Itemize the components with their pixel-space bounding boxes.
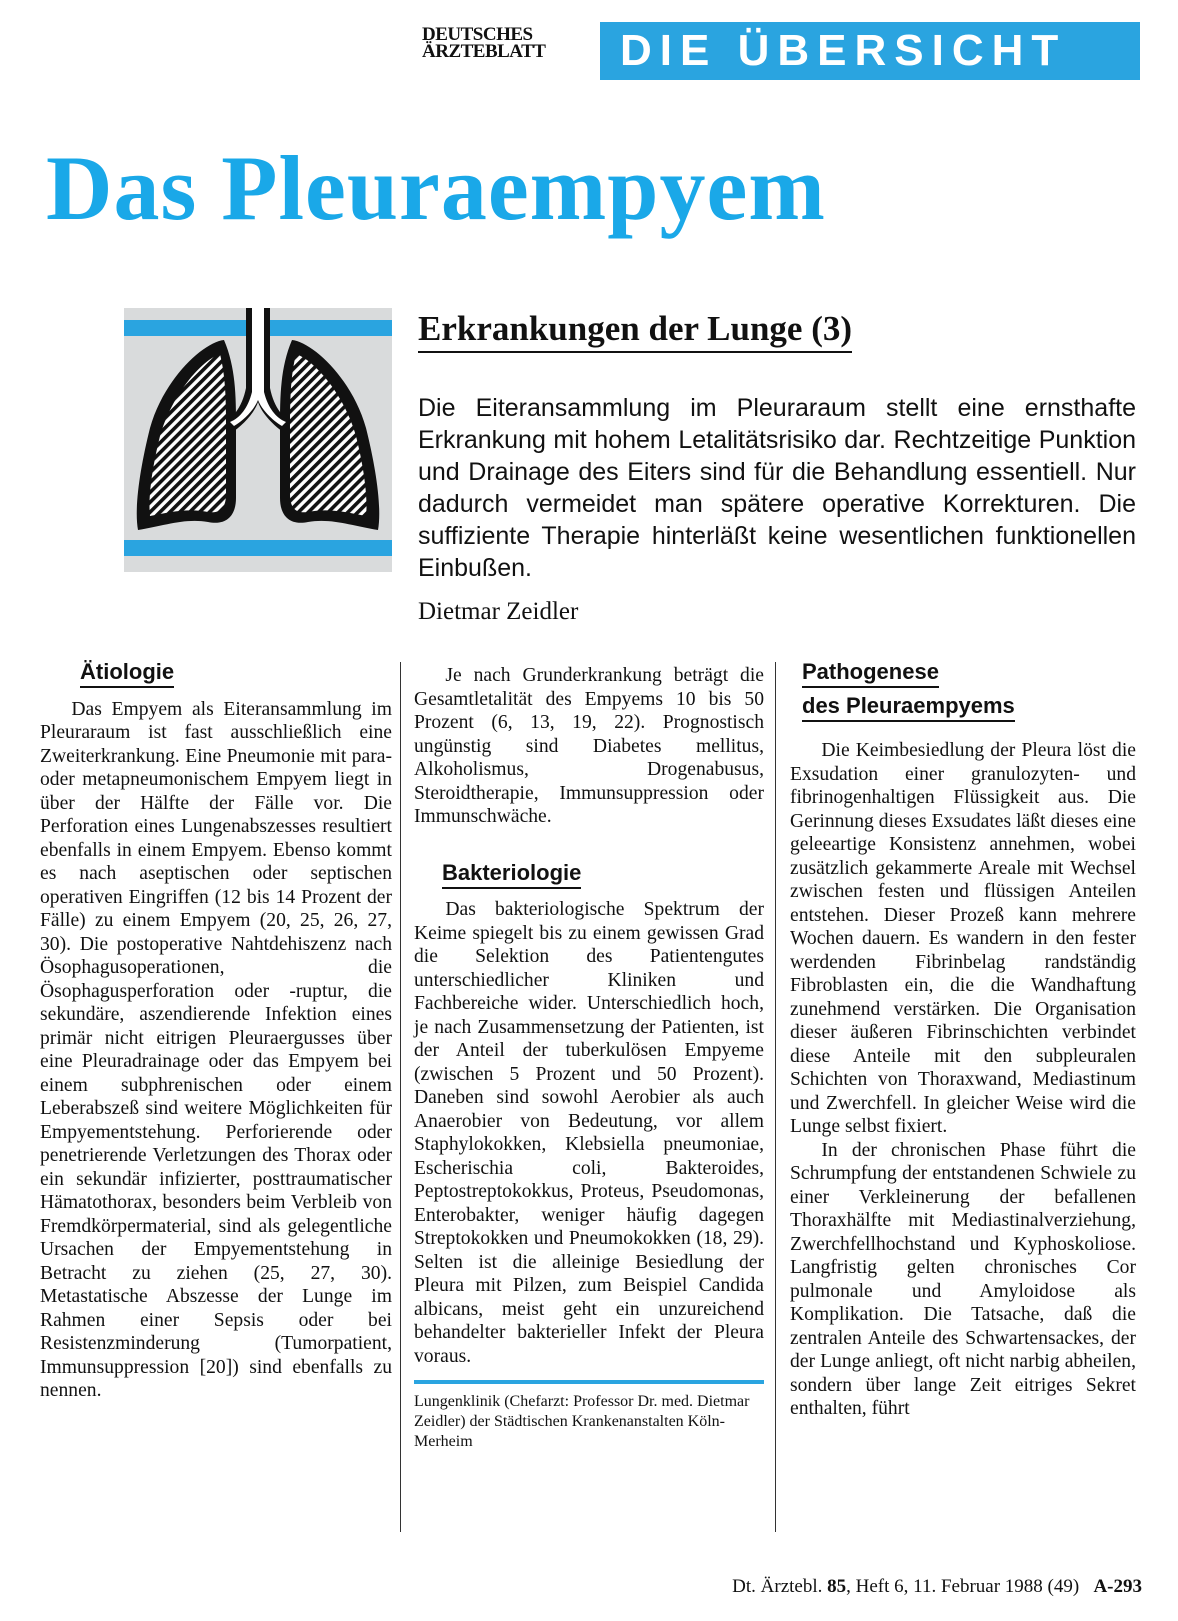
journal-masthead: [422, 26, 576, 60]
lead-paragraph: Die Eiteransammlung im Pleuraraum stellt eine ernsthafte Erkrankung mit hohem Letalitätsrisiko dar. Rechtzeitige Punktion und Drainage des Eiters sind für die Behandlung essentiell. Nur dadurch vermeidet man spätere operative Korrekturen. Die suffiziente Therapie hinterläßt keine wesentlichen funktionellen Einbußen.: [418, 394, 1136, 582]
masthead-line-1: DEUTSCHES: [422, 24, 533, 45]
heading-pathogenese-2: des Pleuraempyems: [802, 693, 1015, 722]
column-rule-1: [400, 662, 401, 1532]
paragraph-bakteriologie: Das bakteriologische Spektrum der Keime spiegelt bis zu einem gewissen Grad die Selektion des Patientengutes unterschiedlicher Kliniken und Fachbereiche wider. Unterschiedlich hoch, je nach Zusammensetzung der Patienten, ist der Anteil der tuberkulösen Empyeme (zwischen 5 Prozent und 50 Prozent). Daneben sind sowohl Aerobier als auch Anaerobier von Bedeutung, vor allem Staphylokokken, Klebsiella pneumoniae, Escherischia coli, Bakteroides, Peptostreptokokkus, Proteus, Pseudomonas, Enterobakter, weniger häufig dagegen Streptokokken und Pneumokokken (18, 29). Selten ist die alleinige Besiedlung der Pleura mit Pilzen, zum Beispiel Candida albicans, meist geht ein unzureichend behandelter bakterieller Infekt der Pleura voraus.: [414, 899, 764, 1367]
article-subtitle: Erkrankungen der Lunge (3): [418, 308, 852, 353]
footer-journal: Dt. Ärztebl.: [732, 1576, 823, 1597]
heading-pathogenese-1: Pathogenese: [802, 659, 939, 688]
paragraph-letalitaet: Je nach Grunderkrankung beträgt die Gesamtletalität des Empyems 10 bis 50 Prozent (6, 13, 19, 22). Prognostisch ungünstig sind Diabetes mellitus, Alkoholismus, Drogenabusus, Steroidtherapie, Immunsuppression oder Immunschwäche.: [414, 665, 764, 827]
heading-bakteriologie: Bakteriologie: [442, 860, 581, 889]
author-name: Dietmar Zeidler: [418, 598, 579, 625]
author-affiliation: Lungenklinik (Chefarzt: Professor Dr. med. Dietmar Zeidler) der Städtischen Krankenanstalten Köln-Merheim: [414, 1380, 764, 1452]
footer-issue: , Heft 6, 11. Februar 1988 (49): [846, 1576, 1080, 1597]
column-rule-2: [775, 662, 776, 1532]
paragraph-pathogenese: Die Keimbesiedlung der Pleura löst die Exsudation einer granulozyten- und fibrinogenhaltigen Flüssigkeit aus. Die Gerinnung dieses Exsudates läßt dieses eine geleeartige Konsistenz annehmen, wobei zusätzlich gekammerte Areale mit Wechsel zwischen festen und flüssigen Anteilen entstehen. Dieser Prozeß kann mehrere Wochen dauern. Es wandern in den fester werdenden Fibrinbelag randständig Fibroblasten ein, die die Wandhaftung zunehmend verstärken. Die Organisation dieser äußeren Fibrinschichten verbindet diese Anteile mit den subpleuralen Schichten von Thoraxwand, Mediastinum und Zwerchfell. In gleicher Weise wird die Lunge selbst fixiert.: [790, 740, 1136, 1137]
masthead-line-2: ÄRZTEBLATT: [422, 41, 546, 62]
column-2: [414, 664, 764, 1452]
figure-bottom-band: [124, 540, 392, 556]
paragraph-chronische-phase: In der chronischen Phase führt die Schrumpfung der entstandenen Schwiele zu einer Verkleinerung der befallenen Thoraxhälfte mit Mediastinalverziehung, Zwerchfellhochstand und Kyphoskoliose. Langfristig gelten chronisches Cor pulmonale und Amyloidose als Komplikation. Die Tatsache, daß die zentralen Anteile des Schwartensackes, der der Lunge anliegt, oft nicht narbig abheilen, sondern über lange Zeit eitriges Sekret enthalten, führt: [790, 1139, 1136, 1419]
footer-volume: 85: [827, 1576, 847, 1597]
section-rubric: DIE ÜBERSICHT: [600, 22, 1140, 80]
footer-page-number: A-293: [1093, 1576, 1142, 1597]
paragraph-aetiologie: Das Empyem als Eiteransammlung im Pleuraraum ist fast ausschließlich eine Zweiterkrankung. Eine Pneumonie mit para- oder metapneumonischem Empyem liegt in über der Hälfte der Fälle vor. Die Perforation eines Lungenabszesses resultiert ebenfalls in einem Empyem. Ebenso kommt es nach aseptischen oder septischen operativen Eingriffen (12 bis 14 Prozent der Fälle) zu einem Empyem (20, 25, 26, 27, 30). Die postoperative Nahtdehiszenz nach Ösophagusoperationen, die Ösophagusperforation oder -ruptur, die sekundäre, aszendierende Infektion eines primär nicht eitrigen Pleuraergusses über eine Pleuradrainage oder das Empyem bei einem subphrenischen oder einem Leberabszeß sind weitere Möglichkeiten für Empyementstehung. Perforierende oder penetrierende Verletzungen des Thorax oder ein sekundär infizierter, posttraumatischer Hämatothorax, besonders beim Verbleib von Fremdkörpermaterial, sind als gelegentliche Ursachen der Empyementstehung in Betracht zu ziehen (25, 27, 30). Metastatische Abszesse der Lunge im Rahmen einer Sepsis oder bei Resistenzminderung (Tumorpatient, Immunsuppression [20]) sind ebenfalls zu nennen.: [40, 698, 392, 1401]
column-1: [40, 660, 392, 1403]
page-footer: [732, 1576, 1142, 1598]
article-title: Das Pleuraempyem: [46, 137, 826, 239]
column-3: [790, 660, 1136, 1421]
lungs-illustration: [124, 308, 392, 572]
heading-aetiologie: Ätiologie: [80, 659, 174, 688]
